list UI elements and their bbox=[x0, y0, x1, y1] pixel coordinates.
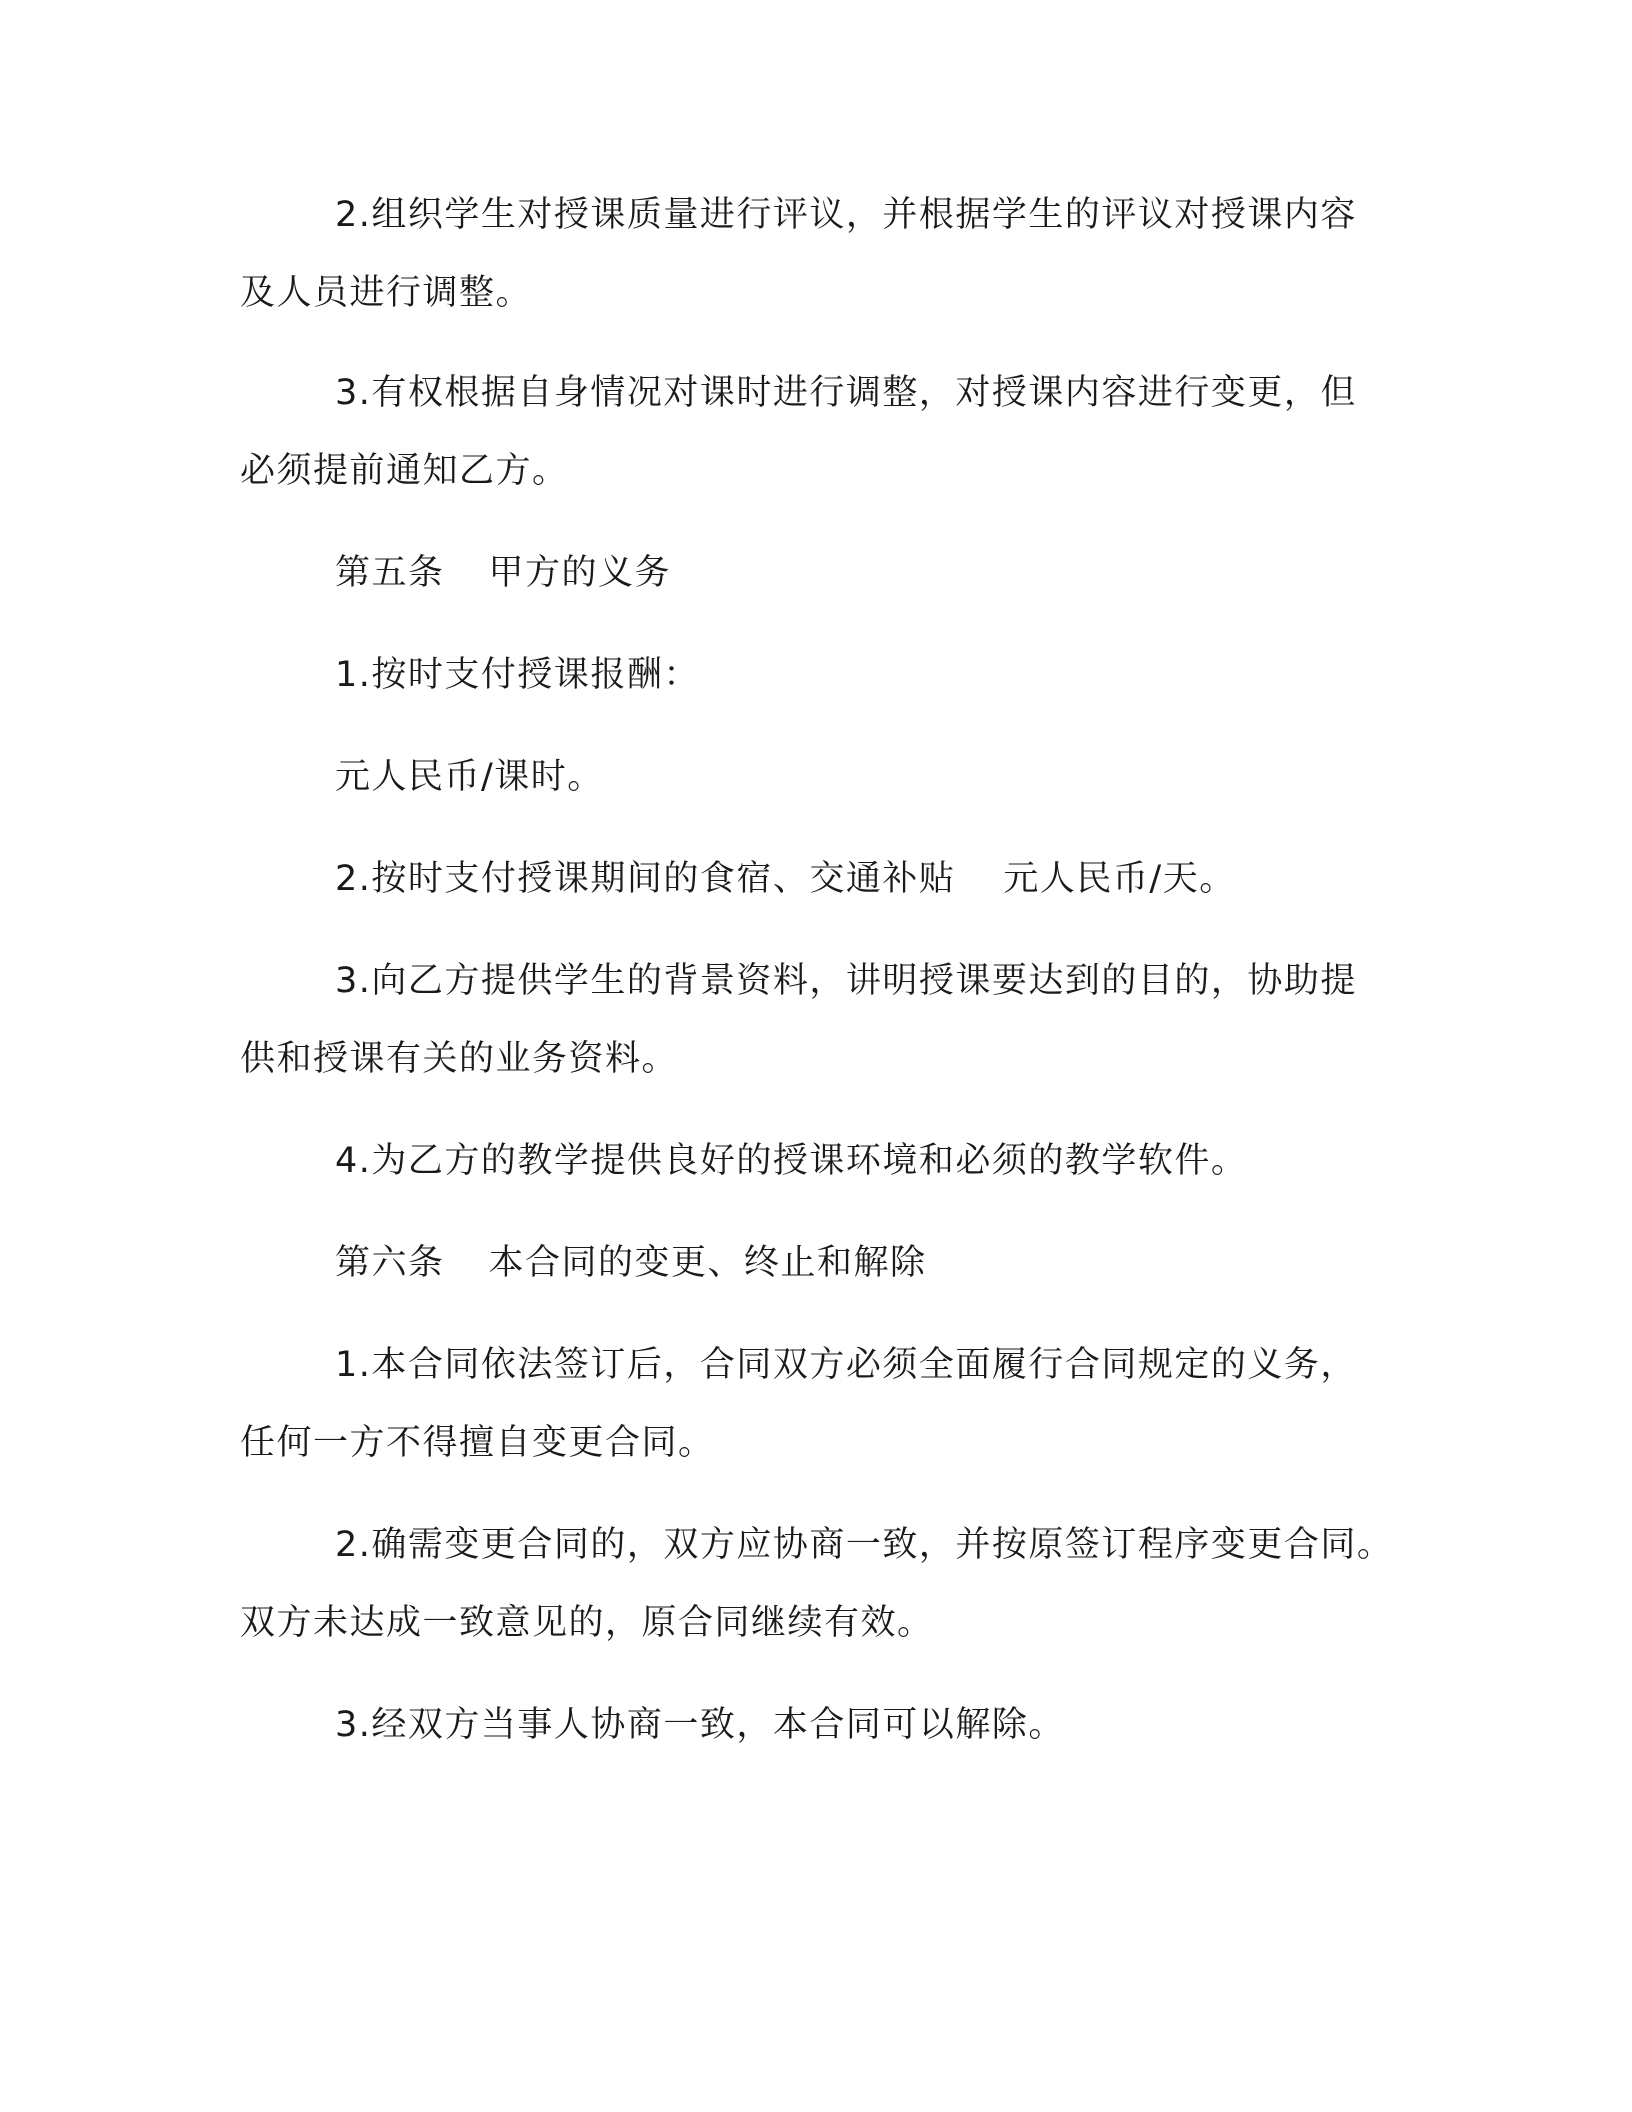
article-title: 本合同的变更、终止和解除 bbox=[488, 1243, 927, 1283]
paragraph-line: 1.本合同依法签订后，合同双方必须全面履行合同规定的义务， bbox=[335, 1345, 1357, 1385]
paragraph-line: 任何一方不得擅自变更合同。 bbox=[240, 1423, 715, 1463]
article-title: 甲方的义务 bbox=[488, 553, 672, 593]
paragraph-line: 供和授课有关的业务资料。 bbox=[240, 1039, 679, 1079]
paragraph-line bbox=[335, 856, 1236, 902]
paragraph-line: 元人民币/课时。 bbox=[335, 757, 604, 797]
paragraph-line: 必须提前通知乙方。 bbox=[240, 451, 569, 491]
allowance-text: 2.按时支付授课期间的食宿、交通补贴 bbox=[335, 859, 956, 899]
paragraph-line: 1.按时支付授课报酬： bbox=[335, 655, 700, 695]
paragraph-line: 2.确需变更合同的，双方应协商一致，并按原签订程序变更合同。 bbox=[335, 1525, 1394, 1565]
article-heading-6 bbox=[335, 1240, 927, 1286]
allowance-unit: 元人民币/天。 bbox=[1003, 859, 1236, 899]
article-number: 第五条 bbox=[335, 553, 445, 593]
paragraph-line: 3.向乙方提供学生的背景资料，讲明授课要达到的目的，协助提 bbox=[335, 961, 1357, 1001]
paragraph-line: 3.经双方当事人协商一致，本合同可以解除。 bbox=[335, 1705, 1065, 1745]
paragraph-line: 及人员进行调整。 bbox=[240, 273, 533, 313]
paragraph-line: 双方未达成一致意见的，原合同继续有效。 bbox=[240, 1603, 934, 1643]
article-heading-5 bbox=[335, 550, 671, 596]
article-number: 第六条 bbox=[335, 1243, 445, 1283]
paragraph-line: 4.为乙方的教学提供良好的授课环境和必须的教学软件。 bbox=[335, 1141, 1248, 1181]
paragraph-line: 2.组织学生对授课质量进行评议，并根据学生的评议对授课内容 bbox=[335, 195, 1357, 235]
paragraph-line: 3.有权根据自身情况对课时进行调整，对授课内容进行变更，但 bbox=[335, 373, 1357, 413]
